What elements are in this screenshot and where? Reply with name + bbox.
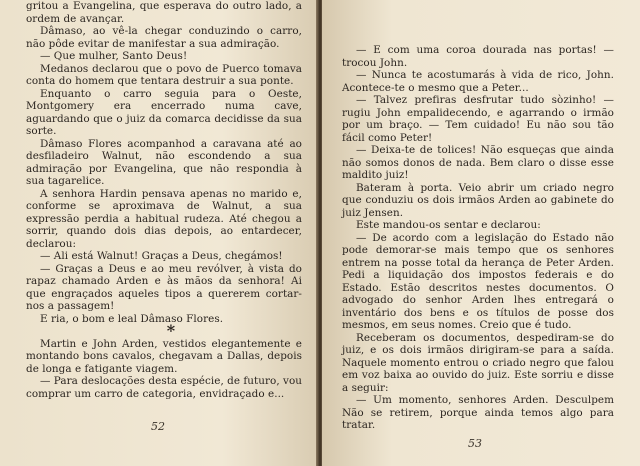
left-page [0, 0, 318, 466]
paragraph: — De acordo com a legislação do Estado não pode demorar-se mais tempo que os senhores entrem na posse total da herança de Peter Arden. Pedi a liquidação dos impostos federais e do Estado. Estão descritos nestes documentos. O advogado do senhor Arden lhes entregará o inventário dos bens e os títulos de posse dos mesmos, em seus nomes. Creio que é tudo. [342, 231, 614, 331]
left-page-text [26, 0, 302, 400]
paragraph: — Deixa-te de tolices! Não esqueças que ainda não somos donos de nada. Bem claro o disse esse maldito juiz! [342, 144, 614, 181]
page-number: 53 [468, 437, 482, 450]
paragraph: Este mandou-os sentar e declarou: [356, 219, 541, 231]
paragraph: — Ali está Walnut! Graças a Deus, chegámos! [40, 250, 283, 262]
paragraph: Dâmaso Flores acompanhod a caravana até ao desfiladeiro Walnut, não escondendo a sua admiração por Evangelina, que não respondia à sua tagarelice. [26, 137, 302, 187]
paragraph: — Que mulher, Santo Deus! [40, 50, 188, 62]
paragraph: — Para deslocações desta espécie, de futuro, vou comprar um carro de categoria, envidraçado e... [26, 375, 303, 400]
right-page [322, 0, 640, 466]
paragraph: Medanos declarou que o povo de Puerco tomava conta do homem que tentara destruir a sua ponte. [26, 62, 302, 87]
page-number: 52 [151, 420, 165, 433]
section-separator: * [166, 321, 176, 340]
paragraph: Receberam os documentos, despediram-se do juiz, e os dois irmãos dirigiram-se para a saída. Naquele momento entrou o criado negro que falou em voz baixa ao ouvido do juiz. Este sorriu e disse a seguir: [342, 331, 614, 394]
paragraph: — Talvez prefiras desfrutar tudo sòzinho! — rugiu John empalidecendo, e agarrando o irmão por um braço. — Tem cuidado! Eu não sou tão fácil como Peter! [342, 94, 614, 144]
paragraph: Dâmaso, ao vê-la chegar conduzindo o carro, não pôde evitar de manifestar a sua admiração. [26, 25, 302, 50]
paragraph: — E com uma coroa dourada nas portas! — trocou John. [342, 44, 614, 69]
paragraph: E ria, o bom e leal Dâmaso Flores. [40, 312, 224, 325]
paragraph: — Nunca te acostumarás à vida de rico, John. Acontece-te o mesmo que a Peter... [342, 69, 614, 94]
paragraph: Enquanto o carro seguia para o Oeste, Montgomery era encerrado numa cave, aguardando que o juiz da comarca decidisse da sua sorte. [26, 87, 302, 137]
paragraph: A senhora Hardin pensava apenas no marido e, conforme se aproximava de Walnut, a sua expressão perdia a habitual rudeza. Até chegou a sorrir, quando dois dias depois, ao entardecer, declarou: [26, 187, 302, 250]
paragraph: Martin e John Arden, vestidos elegantemente e montando bons cavalos, chegavam a Dallas, depois de longa e fatigante viagem. [26, 337, 302, 375]
paragraph: — Um momento, senhores Arden. Desculpem Não se retirem, porque ainda temos algo para tratar. [342, 394, 614, 431]
paragraph: — Graças a Deus e ao meu revólver, à vista do rapaz chamado Arden e às mãos da senhora! Ai que engraçados aqueles tipos a quererem cortar-nos a passagem! [26, 262, 302, 312]
paragraph: gritou a Evangelina, que esperava do outro lado, a ordem de avançar. [26, 0, 302, 25]
paragraph: Bateram à porta. Veio abrir um criado negro que conduziu os dois irmãos Arden ao gabinete do juiz Jensen. [342, 181, 614, 219]
right-page-text [342, 44, 614, 432]
